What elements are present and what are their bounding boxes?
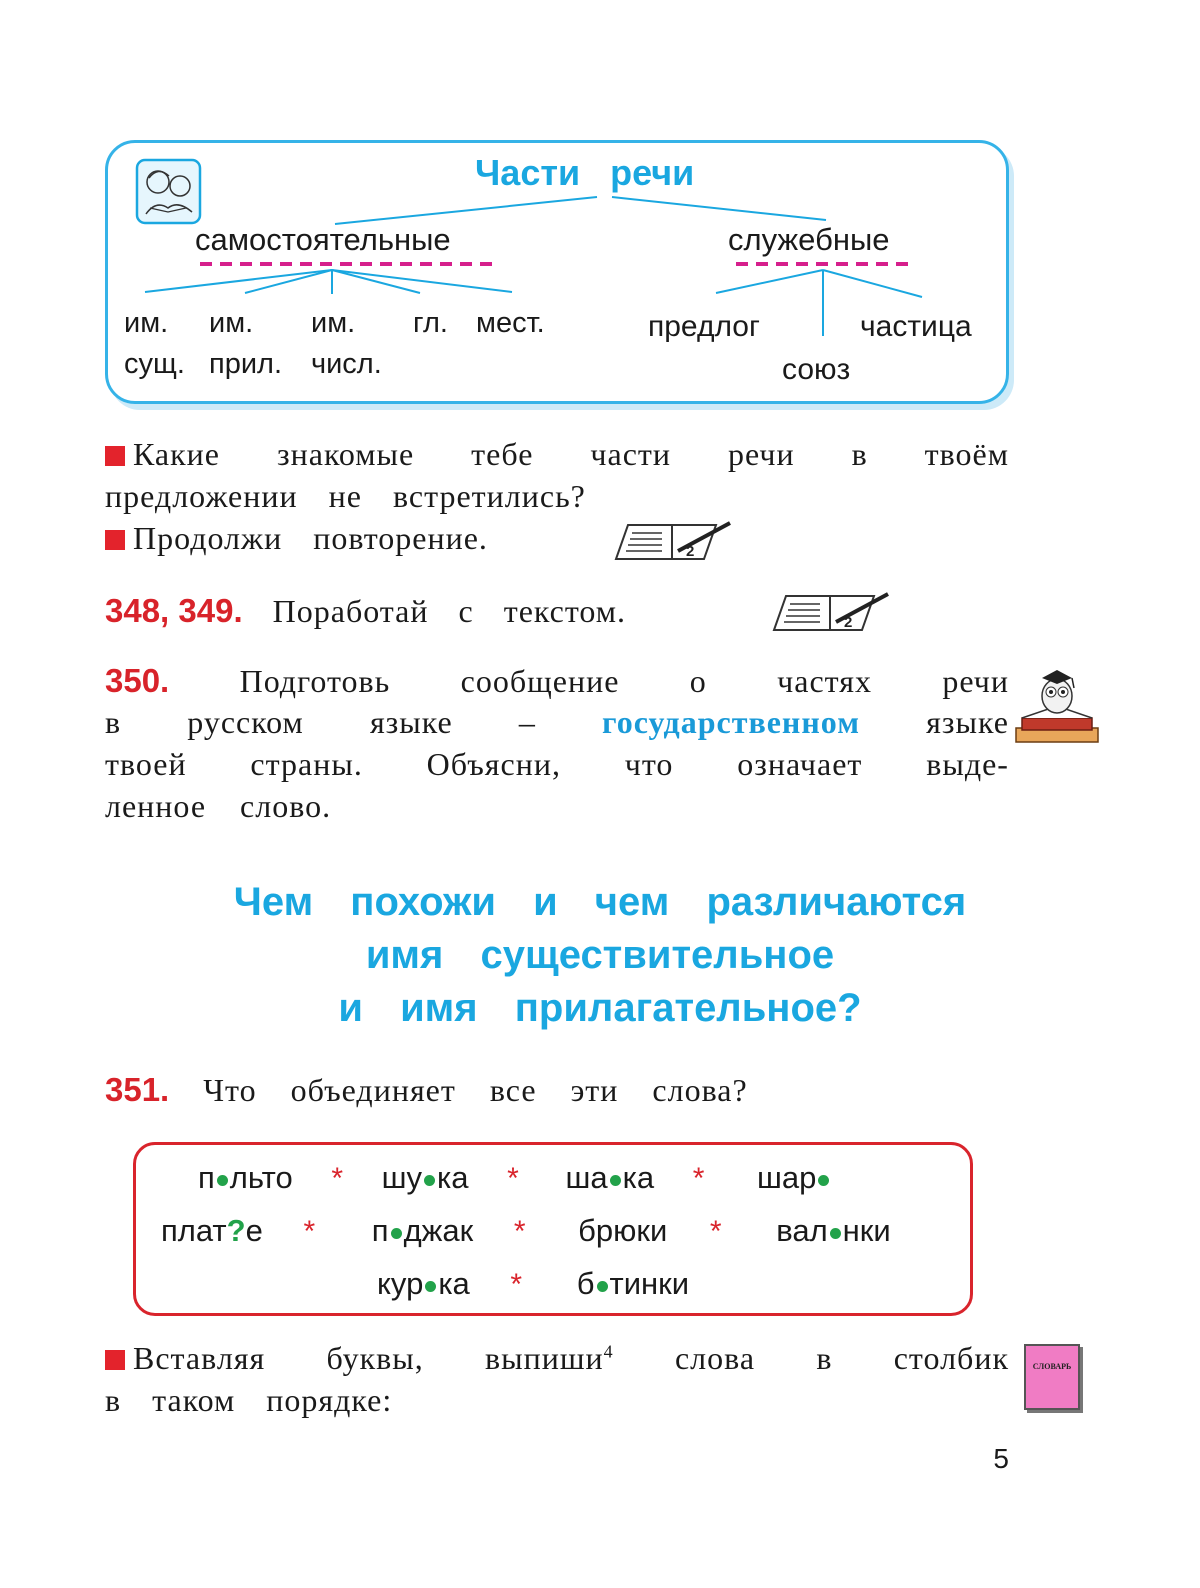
highlighted-word: государственном <box>602 704 860 740</box>
word-item: шар <box>757 1160 831 1195</box>
word-item: плат?е <box>161 1213 263 1248</box>
exercise-350-line-2: в русском языке – государственном языке <box>105 704 1009 740</box>
task-line-1: Вставляя буквы, выпиши$^4$ слова в столбик <box>105 1340 1009 1377</box>
word-item: п льто <box>198 1160 293 1195</box>
section-heading-line-1: Чем похожи и чем различаются <box>233 880 967 924</box>
bullet-2 <box>105 530 125 550</box>
independent-parts-label: самостоятельные <box>195 222 451 257</box>
word-item: ша ка <box>565 1160 655 1195</box>
workbook-icon <box>770 590 892 636</box>
word-list-row-2: плат?е * п джак * брюки * вал нки <box>161 1213 891 1248</box>
bullet-1: Какие <box>105 436 220 473</box>
diagram-title: Части речи <box>475 152 695 193</box>
page-number: 5 <box>993 1443 1009 1474</box>
exercise-350-line-4: ленное слово. <box>105 788 332 824</box>
question-1-line-2: предложении не встретились? <box>105 478 586 514</box>
footnote-marker: 4 <box>603 1341 614 1362</box>
exercise-348-349: 348, 349. Поработай с текстом. <box>105 592 627 629</box>
section-heading-line-3: и имя прилагательное? <box>338 986 862 1030</box>
pronoun-abbr: мест. <box>476 307 545 339</box>
exercise-350-line-3: твоей страны. Объясни, что означает выде- <box>105 746 1009 782</box>
noun-abbr: им. сущ. <box>124 307 185 380</box>
children-reading-icon <box>137 160 200 223</box>
owl-scholar-icon <box>1012 666 1102 748</box>
word-item: п джак <box>371 1213 474 1248</box>
particle-label: частица <box>860 310 972 343</box>
word-item: кур ка <box>377 1266 470 1301</box>
dictionary-icon: СЛОВАРЬ <box>1024 1344 1080 1410</box>
adjective-abbr: им. прил. <box>209 307 283 380</box>
verb-abbr: гл. <box>413 307 448 339</box>
word-list-row-3: кур ка * б тинки <box>377 1266 690 1301</box>
exercise-number: 351. <box>105 1071 170 1108</box>
word-item: б тинки <box>576 1266 690 1301</box>
word-item: брюки <box>578 1213 668 1248</box>
question-1-line-1: Какие знакомые тебе части речи в твоём <box>105 436 1009 473</box>
svg-text:2: 2 <box>844 614 853 631</box>
workbook-icon <box>612 519 734 565</box>
exercise-number: 348, 349. <box>105 592 243 629</box>
exercise-351: 351. Что объединяет все эти слова? <box>105 1071 748 1108</box>
svg-text:2: 2 <box>686 543 695 560</box>
conjunction-label: союз <box>782 353 851 386</box>
preposition-label: предлог <box>648 310 760 343</box>
exercise-number: 350. <box>105 662 170 699</box>
numeral-abbr: им. числ. <box>311 307 382 380</box>
exercise-350-line-1: 350. Подготовь сообщение о частях речи <box>105 662 1009 699</box>
word-item: вал нки <box>776 1213 891 1248</box>
word-list-row-1: п льто * шу ка * ша ка * шар <box>198 1160 831 1196</box>
bullet-3 <box>105 1350 125 1370</box>
auxiliary-parts-label: служебные <box>728 222 890 257</box>
task-line-2: в таком порядке: <box>105 1382 393 1418</box>
section-heading-line-2: имя существительное <box>365 933 835 977</box>
question-2: Продолжи повторение. <box>105 520 1009 557</box>
word-item: шу ка <box>381 1160 469 1195</box>
